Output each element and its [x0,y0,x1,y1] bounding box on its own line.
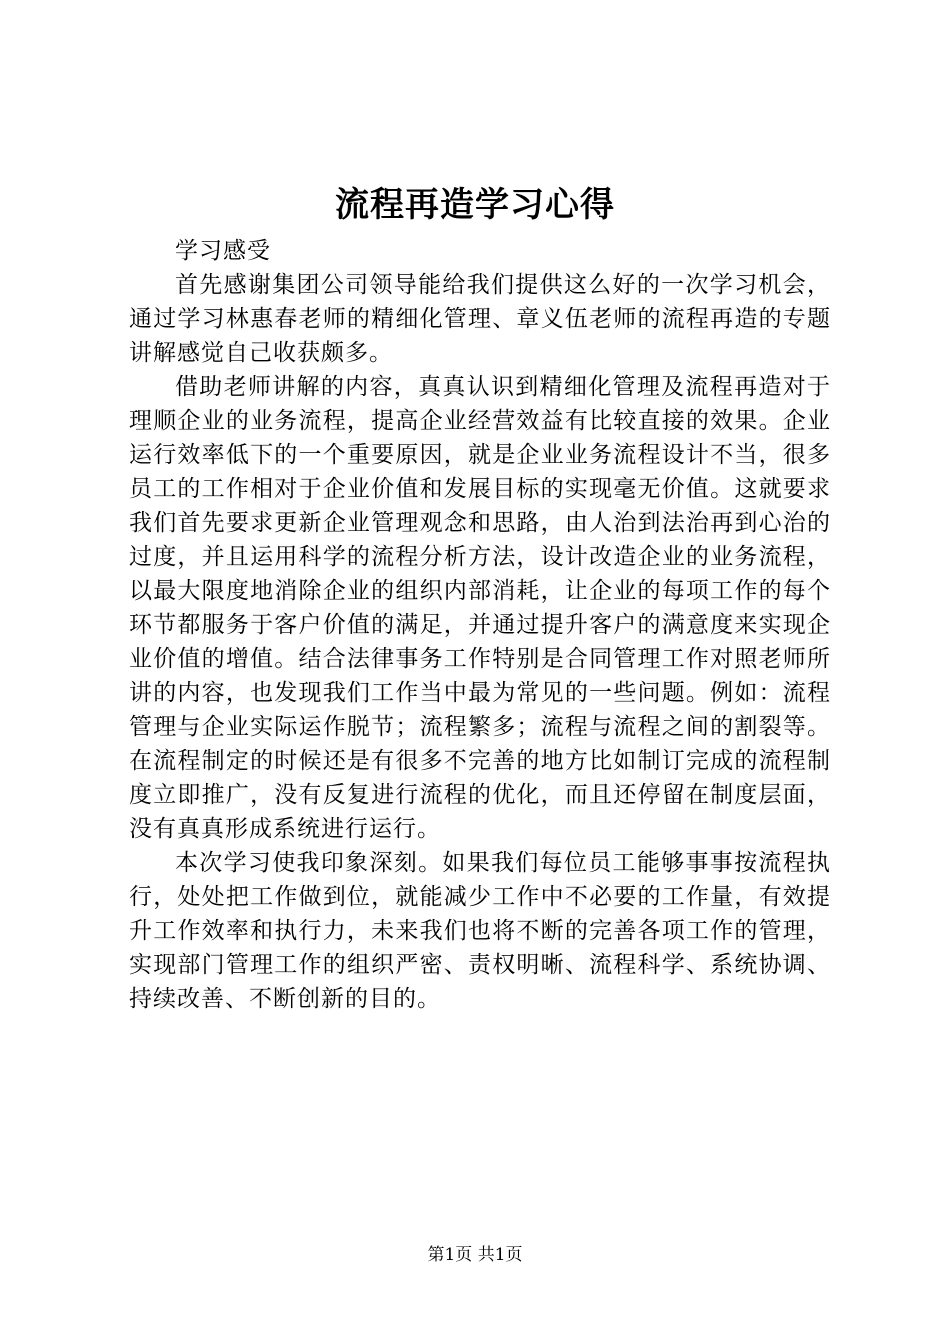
document-title: 流程再造学习心得 [335,185,615,225]
paragraph: 借助老师讲解的内容，真真认识到精细化管理及流程再造对于理顺企业的业务流程，提高企业经营效益有比较直接的效果。企业运行效率低下的一个重要原因，就是企业业务流程设计不当，很多员工的工作相对于企业价值和发展目标的实现毫无价值。这就要求我们首先要求更新企业管理观念和思路，由人治到法治再到心治的过度，并且运用科学的流程分析方法，设计改造企业的业务流程，以最大限度地消除企业的组织内部消耗，让企业的每项工作的每个环节都服务于客户价值的满足，并通过提升客户的满意度来实现企业价值的增值。结合法律事务工作特别是合同管理工作对照老师所讲的内容，也发现我们工作当中最为常见的一些问题。例如：流程管理与企业实际运作脱节；流程繁多；流程与流程之间的割裂等。在流程制定的时候还是有很多不完善的地方比如制订完成的流程制度立即推广，没有反复进行流程的优化，而且还停留在制度层面，没有真真形成系统进行运行。 [129,374,831,842]
document-body [129,234,831,1016]
paragraph: 首先感谢集团公司领导能给我们提供这么好的一次学习机会，通过学习林惠春老师的精细化管理、章义伍老师的流程再造的专题讲解感觉自己收获颇多。 [129,272,831,366]
page-footer: 第1页 共1页 [427,1245,523,1265]
paragraph-heading: 学习感受 [175,238,271,264]
paragraph: 本次学习使我印象深刻。如果我们每位员工能够事事按流程执行，处处把工作做到位，就能减少工作中不必要的工作量，有效提升工作效率和执行力，未来我们也将不断的完善各项工作的管理，实现部门管理工作的组织严密、责权明晰、流程科学、系统协调、持续改善、不断创新的目的。 [129,850,831,1012]
